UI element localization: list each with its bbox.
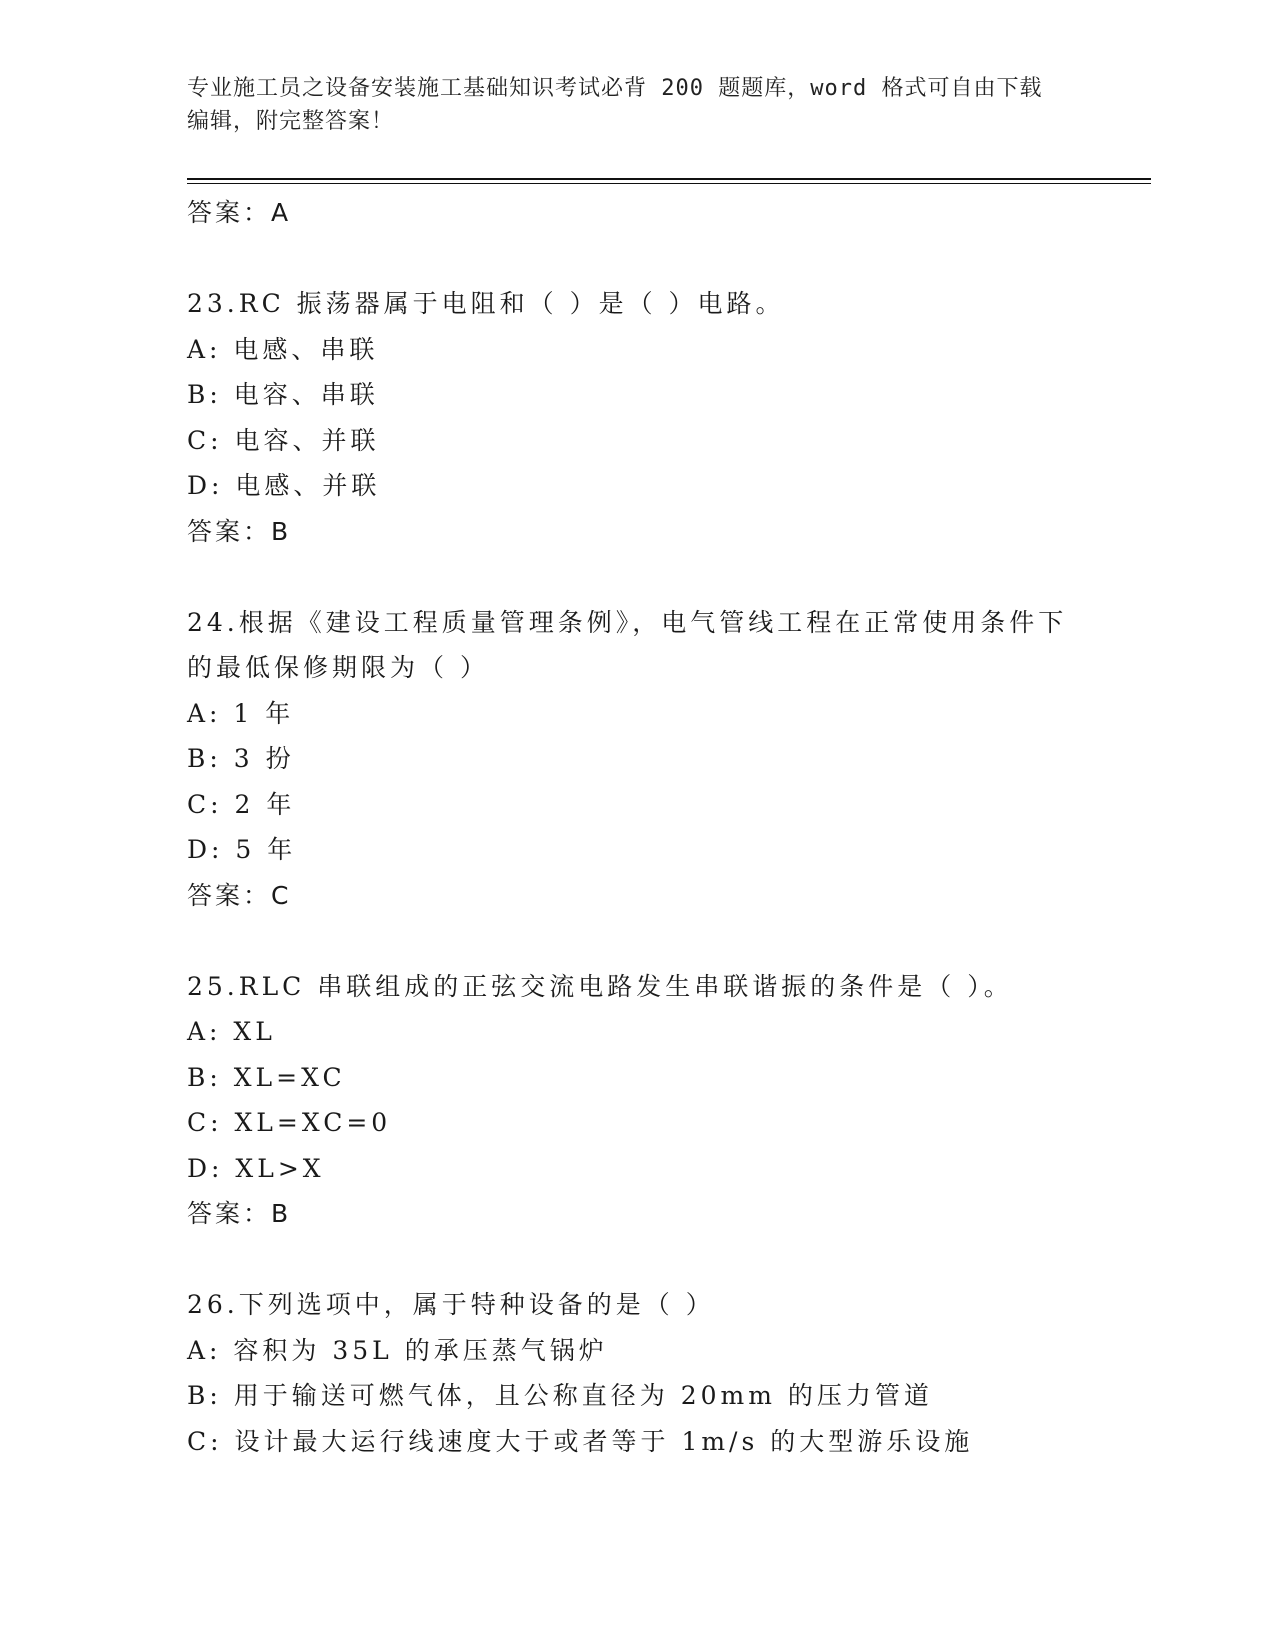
spacer [187, 1237, 1151, 1283]
answer-line: 答案：C [187, 880, 292, 910]
header-rule-thin [187, 183, 1151, 184]
question-stem: 24.根据《建设工程质量管理条例》，电气管线工程在正常使用条件下 [187, 607, 1068, 637]
answer-line: 答案：B [187, 516, 292, 546]
header-line-2: 编辑，附完整答案！ [187, 109, 395, 134]
question-list [187, 190, 1151, 1464]
option-a: A: 容积为 35L 的承压蒸气锅炉 [187, 1335, 608, 1365]
option-d: D: 5 年 [187, 835, 297, 864]
header-line-1: 专业施工员之设备安装施工基础知识考试必背 200 题题库，word 格式可自由下载 [187, 76, 1043, 101]
question-stem: 25.RLC 串联组成的正弦交流电路发生串联谐振的条件是（ ）。 [187, 971, 1013, 1001]
spacer [187, 236, 1151, 282]
question-23 [187, 281, 1151, 554]
option-c: C: 2 年 [187, 789, 296, 819]
header-rule-thick [187, 178, 1151, 180]
option-d: D: 电感、并联 [187, 471, 381, 500]
answer-line: 答案：B [187, 1199, 292, 1228]
option-a: A: 电感、串联 [187, 334, 379, 364]
question-stem: 23.RC 振荡器属于电阻和（ ）是（ ）电路。 [187, 289, 785, 318]
option-d: D: XL>X [187, 1153, 325, 1183]
option-c: C: 电容、并联 [187, 425, 380, 455]
option-b: B: 用于输送可燃气体，且公称直径为 20mm 的压力管道 [187, 1381, 933, 1410]
question-stem: 26.下列选项中，属于特种设备的是（ ） [187, 1290, 715, 1319]
option-a: A: XL [187, 1017, 276, 1046]
spacer [187, 554, 1151, 600]
option-b: B: 3 扮 [187, 744, 295, 773]
option-b: B: 电容、串联 [187, 380, 379, 409]
option-c: C: XL=XC=0 [187, 1108, 392, 1137]
spacer [187, 918, 1151, 964]
question-stem-continued: 的最低保修期限为（ ） [187, 653, 489, 682]
option-c: C: 设计最大运行线速度大于或者等于 1m/s 的大型游乐设施 [187, 1426, 974, 1456]
option-b: B: XL=XC [187, 1062, 346, 1092]
question-24 [187, 600, 1151, 919]
answer-line: 答案：A [187, 198, 292, 227]
question-26 [187, 1282, 1151, 1464]
document-header [187, 72, 1067, 138]
option-a: A: 1 年 [187, 698, 295, 728]
question-25 [187, 964, 1151, 1237]
